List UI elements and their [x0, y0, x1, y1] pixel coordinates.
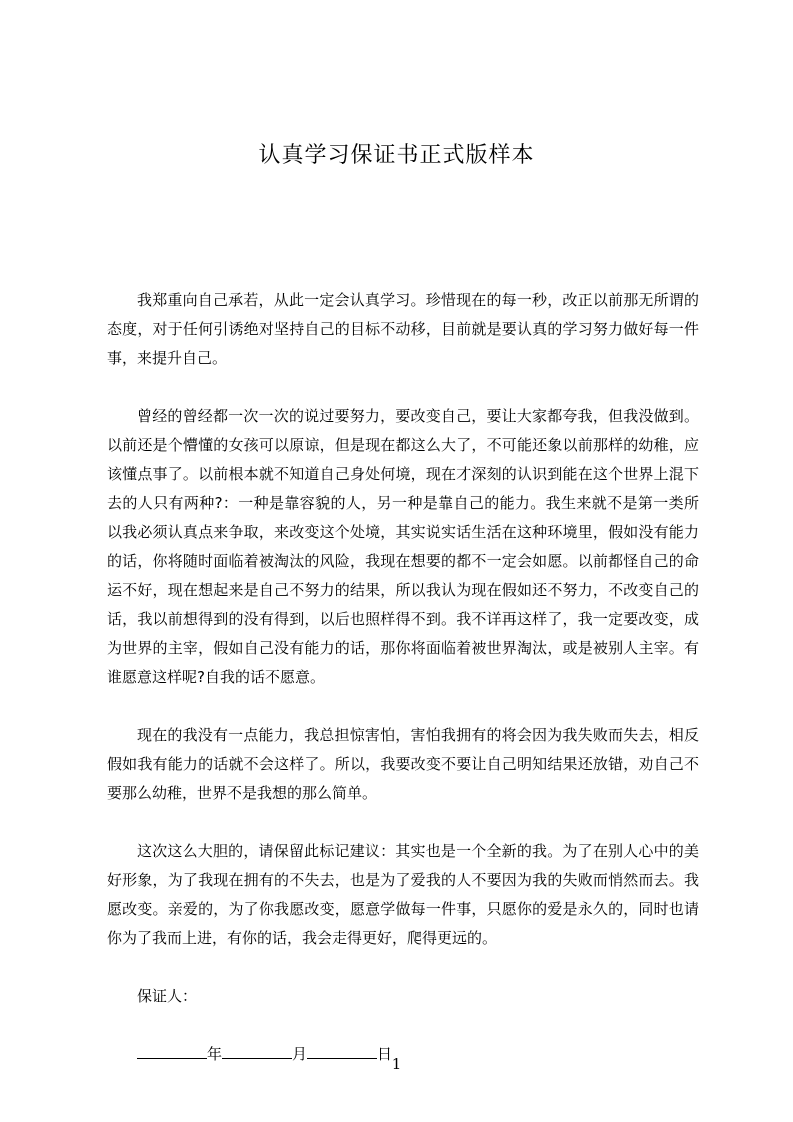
document-title: 认真学习保证书正式版样本 [258, 143, 535, 168]
signature-label: 保证人： [137, 987, 198, 1005]
paragraph-2: 曾经的曾经都一次一次的说过要努力，要改变自己，要让大家都夸我，但我没做到。以前还是个懵懂的女孩可以原谅，但是现在都这么大了，不可能还象以前那样的幼稚，应该懂点事了。以前根本就不知道自己身处何境，现在才深刻的认识到能在这个世界上混下去的人只有两种?：一种是靠容貌的人，另一种是靠自己的能力。我生来就不是第一类所以我必须认真点来争取，来改变这个处境，其实说实话生活在这种环境里，假如没有能力的话，你将随时面临着被淘汰的风险，我现在想要的都不一定会如愿。以前都怪自己的命运不好，现在想起来是自己不努力的结果，所以我认为现在假如还不努力，不改变自己的话，我以前想得到的没有得到，以后也照样得不到。我不详再这样了，我一定要改变，成为世界的主宰，假如自己没有能力的话，那你将面临着被世界淘汰，或是被别人主宰。有谁愿意这样呢?自我的话不愿意。 [107, 407, 699, 686]
paragraph-1: 我郑重向自己承若，从此一定会认真学习。珍惜现在的每一秒，改正以前那无所谓的态度，对于任何引诱绝对坚持自己的目标不动移，目前就是要认真的学习努力做好每一件事，来提升自己。 [107, 291, 699, 367]
page-number: 1 [391, 1055, 402, 1073]
day-label: 日 [377, 1045, 393, 1063]
paragraph-3: 现在的我没有一点能力，我总担惊害怕，害怕我拥有的将会因为我失败而失去，相反假如我有能力的话就不会这样了。所以，我要改变不要让自己明知结果还放错，劝自己不要那么幼稚，世界不是我想的那么简单。 [107, 726, 699, 802]
document-body [107, 286, 699, 1069]
year-label: 年 [207, 1045, 223, 1063]
paragraph-4: 这次这么大胆的，请保留此标记建议：其实也是一个全新的我。为了在别人心中的美好形象，为了我现在拥有的不失去，也是为了爱我的人不要因为我的失败而悄然而去。我愿改变。亲爱的，为了你我愿改变，愿意学做每一件事，只愿你的爱是永久的，同时也请你为了我而上进，有你的话，我会走得更好，爬得更远的。 [107, 842, 699, 947]
month-label: 月 [292, 1045, 308, 1063]
